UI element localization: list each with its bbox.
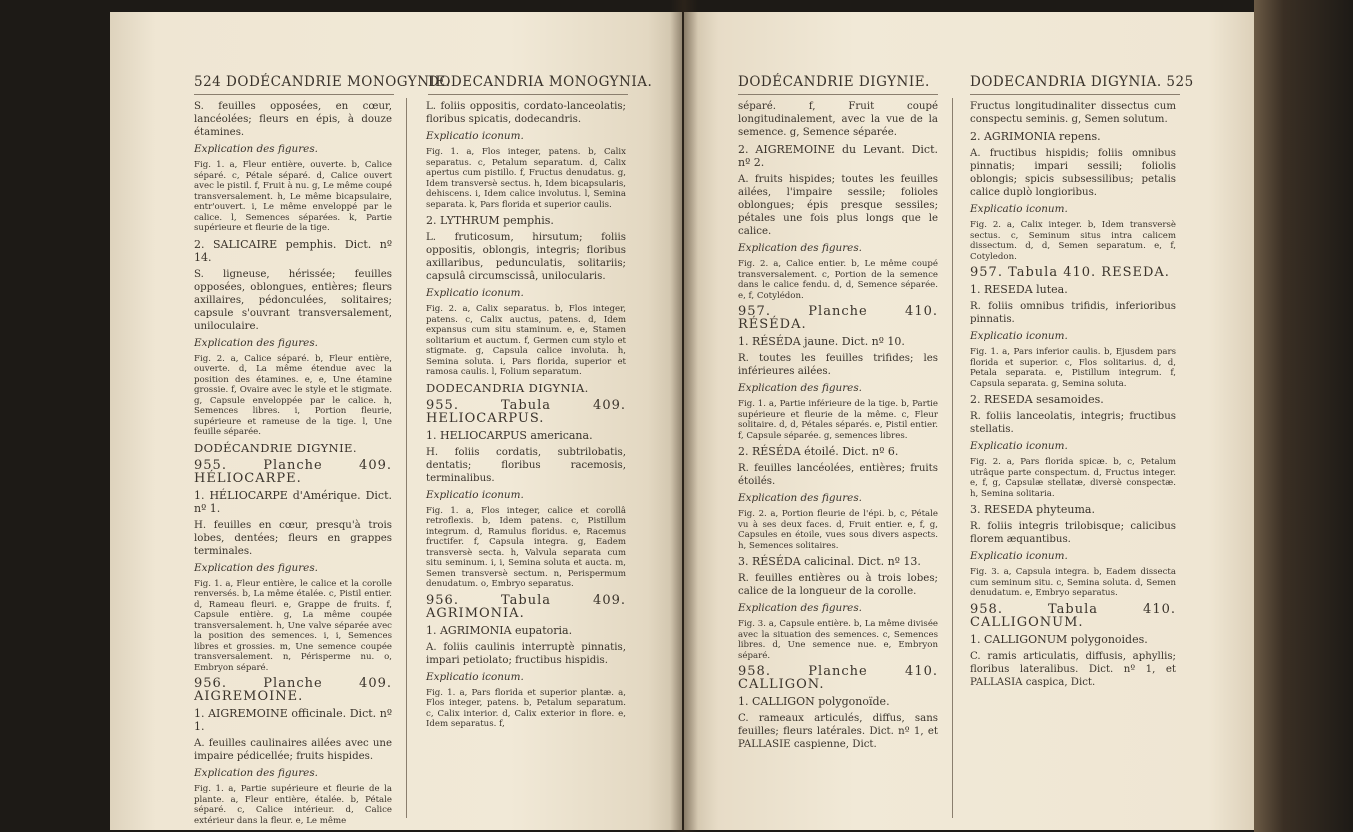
genus-heading: 957. Tabula 410. RESEDA.: [970, 265, 1170, 280]
figure-legend: Fig. 3. a, Capsula integra. b, Eadem dissecta cum seminum situ. c, Semina soluta. d, Semen denudatum. e, Embryo separatus.: [970, 567, 1176, 598]
description-text: C. ramis articulatis, diffusis, aphyllis; floribus lateralibus. Dict. nº 1, et PALLASIA caspica, Dict.: [970, 650, 1176, 688]
section-caption: Explicatio iconum.: [970, 330, 1068, 342]
description-text: A. fruits hispides; toutes les feuilles ailées, l'impaire sessile; folioles oblongues; épis presque sessiles; pétales une fois plus longs que le calice.: [738, 174, 938, 237]
species-entry: 2. LYTHRUM pemphis.: [426, 214, 554, 227]
section-caption: Explicatio iconum.: [970, 440, 1068, 452]
divider: [428, 94, 628, 95]
figure-legend: Fig. 1. a, Partie supérieure et fleurie de la plante. a, Fleur entière, étalée. b, Pétale séparé. c, Calice intérieur. d, Calice extérieur dans la fleur. e, Le même: [194, 784, 392, 826]
description-text: C. rameaux articulés, diffus, sans feuilles; fleurs latérales. Dict. nº 1, et PALLASIE caspienne, Dict.: [738, 713, 938, 750]
figure-legend: Fig. 3. a, Capsule entière. b, La même divisée avec la situation des semences. c, Semences libres. d, Une semence nue. e, Embryon séparé.: [738, 619, 938, 661]
right-header-french: DODÉCANDRIE DIGYNIE.: [738, 74, 930, 90]
species-entry: 3. RÉSÉDA calicinal. Dict. nº 13.: [738, 555, 921, 568]
section-caption: Explicatio iconum.: [970, 203, 1068, 215]
genus-heading: 957. Planche 410. RÉSÉDA.: [738, 304, 938, 332]
description-text: R. feuilles entières ou à trois lobes; calice de la longueur de la corolle.: [738, 573, 938, 597]
genus-heading: 955. Tabula 409. HELIOCARPUS.: [426, 397, 626, 426]
section-caption: Explication des figures.: [194, 767, 318, 779]
description-text: R. feuilles lancéolées, entières; fruits étoilés.: [738, 463, 938, 487]
description-text: A. fructibus hispidis; foliis omnibus pinnatis; impari sessili; foliolis oblongis; spicis subsessilibus; petalis calice duplò longioribus.: [970, 148, 1176, 198]
description-text: H. feuilles en cœur, presqu'à trois lobes, dentées; fleurs en grappes terminales.: [194, 519, 392, 557]
section-caption: Explication des figures.: [194, 336, 318, 349]
figure-legend: Fig. 1. a, Fleur entière, le calice et la corolle renversés. b, La même étalée. c, Pistil entier. d, Rameau fleuri. e, Grappe de fruits. f, Capsule entière. g, La même coupée transversalement. h, Une valve séparée avec la position des semences. i, i, Semences libres et grossies. m, Une semence coupée transversalement. n, Périsperme nu. o, Embryon séparé.: [194, 578, 392, 673]
section-heading: DODÉCANDRIE DIGYNIE.: [194, 440, 357, 455]
genus-heading: 958. Planche 410. CALLIGON.: [738, 664, 938, 692]
divider: [970, 94, 1180, 95]
section-caption: Explicatio iconum.: [426, 670, 524, 683]
section-caption: Explicatio iconum.: [426, 488, 524, 501]
figure-legend: Fig. 2. a, Calix integer. b, Idem transversè sectus. c, Seminum situs intra calicem dissectum. d, d, Semen separatum. e, f, Cotyledon.: [970, 220, 1176, 262]
divider: [738, 94, 938, 95]
divider: [194, 94, 394, 95]
figure-legend: Fig. 2. a, Calix separatus. b, Flos integer, patens. c, Calix auctus, patens. d, Idem expansus cum situ staminum. e, e, Stamen solitarium et auctum. f, Germen cum stylo et stigmate. g, Capsula calice involuta. h, Semina soluta. i, Pars florida, superior et ramosa caulis. l, Folium separatum.: [426, 304, 626, 377]
species-entry: 2. SALICAIRE pemphis. Dict. nº 14.: [194, 237, 392, 264]
description-text: L. foliis oppositis, cordato-lanceolatis; floribus spicatis, dodecandris.: [426, 101, 626, 125]
species-entry: 2. AGRIMONIA repens.: [970, 130, 1101, 143]
description-text: R. foliis integris trilobisque; calicibus florem æquantibus.: [970, 521, 1176, 545]
section-heading: DODECANDRIA DIGYNIA.: [426, 380, 589, 395]
genus-heading: 956. Tabula 409. AGRIMONIA.: [426, 592, 626, 621]
section-caption: Explicatio iconum.: [970, 550, 1068, 562]
book-gutter: [670, 0, 698, 832]
species-entry: 2. RÉSÉDA étoilé. Dict. nº 6.: [738, 445, 899, 458]
right-column-french: [738, 100, 938, 755]
figure-legend: Fig. 2. a, Pars florida spicæ. b, c, Petalum utrâque parte conspectum. d, Fructus integer. e, f, g, Capsulæ stellatæ, diversè conspectæ. h, Semina solitaria.: [970, 457, 1176, 499]
genus-heading: 956. Planche 409. AIGREMOINE.: [194, 676, 392, 704]
figure-legend: Fig. 2. a, Calice séparé. b, Fleur entière, ouverte. d, La même étendue avec la position des étamines. e, e, Une étamine grossie. f, Ovaire avec le style et le stigmate. g, Capsule enveloppée par le calice. h, Semences libres. i, Portion fleurie, supérieure et rameuse de la tige. l, Une feuille séparée.: [194, 353, 392, 437]
species-entry: 1. RESEDA lutea.: [970, 283, 1068, 296]
figure-legend: Fig. 1. a, Fleur entière, ouverte. b, Calice séparé. c, Pétale séparé. d, Calice ouvert avec le pistil. f, Fruit à nu. g, Le même coupé transversalement. h, Le même bicapsulaire, entr'ouvert. i, Le même enveloppé par le calice. l, Semences séparées. k, Partie supérieure et fleurie de la tige.: [194, 160, 392, 233]
left-column-french: [194, 100, 392, 830]
description-text: R. foliis lanceolatis, integris; fructibus stellatis.: [970, 411, 1176, 435]
genus-heading: 958. Tabula 410. CALLIGONUM.: [970, 601, 1176, 630]
section-caption: Explication des figures.: [738, 602, 862, 614]
right-column-latin: [970, 100, 1176, 693]
description-text: Fructus longitudinaliter dissectus cum conspectu seminis. g, Semen solutum.: [970, 101, 1176, 125]
description-text: H. foliis cordatis, subtrilobatis, dentatis; floribus racemosis, terminalibus.: [426, 446, 626, 484]
species-entry: 1. AIGREMOINE officinale. Dict. nº 1.: [194, 707, 392, 733]
species-entry: 1. HELIOCARPUS americana.: [426, 428, 593, 442]
species-entry: 1. HÉLIOCARPE d'Amérique. Dict. nº 1.: [194, 488, 392, 515]
description-text: séparé. f, Fruit coupé longitudinalement, avec la vue de la semence. g, Semence séparée.: [738, 101, 938, 138]
description-text: S. feuilles opposées, en cœur, lancéolées; fleurs en épis, à douze étamines.: [194, 101, 392, 138]
description-text: A. feuilles caulinaires ailées avec une impaire pédicellée; fruits hispides.: [194, 738, 392, 762]
figure-legend: Fig. 2. a, Calice entier. b, Le même coupé transversalement. c, Portion de la semence dans le calice fendu. d, d, Semence séparée. e, f, Cotylédon.: [738, 259, 938, 301]
species-entry: 3. RESEDA phyteuma.: [970, 503, 1095, 516]
description-text: R. foliis omnibus trifidis, inferioribus pinnatis.: [970, 301, 1176, 325]
section-caption: Explication des figures.: [738, 492, 862, 504]
description-text: L. fruticosum, hirsutum; foliis oppositis, oblongis, integris; floribus axillaribus, pedunculatis, solitariis; capsulâ circumscissâ, unilocularis.: [426, 232, 626, 282]
species-entry: 2. RESEDA sesamoides.: [970, 393, 1104, 406]
genus-heading: 955. Planche 409. HÉLIOCARPE.: [194, 457, 392, 486]
species-entry: 1. CALLIGONUM polygonoides.: [970, 632, 1148, 646]
figure-legend: Fig. 1. a, Pars inferior caulis. b, Ejusdem pars florida et superior. c, Flos solitarius. d, d, Petala separata. e, Pistillum integrum. f, Capsula separata. g, Semina soluta.: [970, 347, 1176, 389]
species-entry: 1. RÉSÉDA jaune. Dict. nº 10.: [738, 335, 905, 348]
section-caption: Explicatio iconum.: [426, 287, 524, 299]
section-caption: Explication des figures.: [738, 382, 862, 394]
left-header-latin: DODECANDRIA MONOGYNIA.: [428, 74, 653, 90]
section-caption: Explicatio iconum.: [426, 130, 524, 142]
right-header-latin: DODECANDRIA DIGYNIA. 525: [970, 74, 1194, 90]
description-text: A. foliis caulinis interruptè pinnatis, impari petiolato; fructibus hispidis.: [426, 641, 626, 666]
section-caption: Explication des figures.: [194, 143, 318, 155]
left-column-latin: [426, 100, 626, 734]
species-entry: 2. AIGREMOINE du Levant. Dict. nº 2.: [738, 143, 938, 169]
figure-legend: Fig. 1. a, Pars florida et superior plantæ. a, Flos integer, patens. b, Petalum separatum. c, Calix interior. d, Calix exterior in flore. e, Idem separatus. f,: [426, 687, 626, 729]
left-header-french: 524 DODÉCANDRIE MONOGYNIE.: [194, 74, 451, 90]
figure-legend: Fig. 2. a, Portion fleurie de l'épi. b, c, Pétale vu à ses deux faces. d, Fruit entier. e, f, g, Capsules en étoile, vues sous divers aspects. h, Semences solitaires.: [738, 509, 938, 551]
right-page: [684, 12, 1254, 830]
figure-legend: Fig. 1. a, Flos integer, patens. b, Calix separatus. c, Petalum separatum. d, Calix apertus cum pistillo. f, Fructus denudatus. g, Idem transversè sectus. h, Idem bicapsularis, dehiscens. i, Idem calice involutus. l, Semina separata. k, Pars florida et superior caulis.: [426, 147, 626, 210]
section-caption: Explication des figures.: [738, 242, 862, 254]
species-entry: 1. CALLIGON polygonoïde.: [738, 695, 890, 708]
column-rule: [406, 98, 407, 818]
description-text: S. ligneuse, hérissée; feuilles opposées, oblongues, entières; fleurs axillaires, pédonculées, solitaires; capsule s'ouvrant transversalement, uniloculaire.: [194, 268, 392, 332]
description-text: R. toutes les feuilles trifides; les inférieures ailées.: [738, 353, 938, 377]
section-caption: Explication des figures.: [194, 561, 318, 574]
species-entry: 1. AGRIMONIA eupatoria.: [426, 623, 573, 637]
left-page: [110, 12, 682, 830]
figure-legend: Fig. 1. a, Flos integer, calice et corollâ retroflexis. b, Idem patens. c, Pistillum integrum. d, Ramulus floridus. e, Racemus fructifer. f, Capsula integra. g, Eadem transversè secta. h, Valvula separata cum situ seminum. i, i, Semina soluta et aucta. m, Semen transversè sectum. n, Perispermum denudatum. o, Embryo separatus.: [426, 505, 626, 589]
figure-legend: Fig. 1. a, Partie inférieure de la tige. b, Partie supérieure et fleurie de la même. c, Fleur solitaire. d, d, Pétales séparés. e, Pistil entier. f, Capsule séparée. g, semences libres.: [738, 399, 938, 441]
book-edge: [1254, 0, 1353, 832]
column-rule: [952, 98, 953, 818]
